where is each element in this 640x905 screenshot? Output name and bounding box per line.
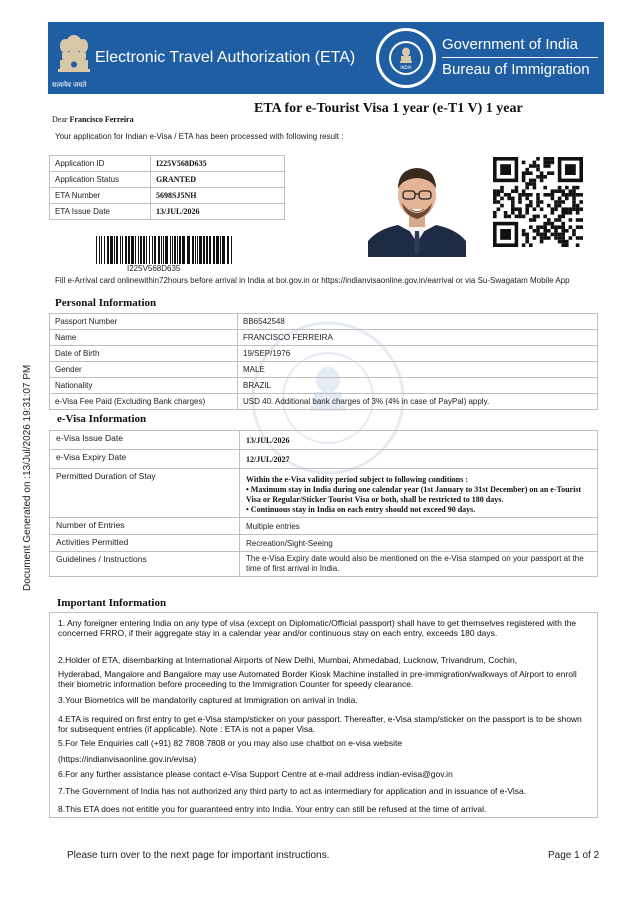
- eta-issue-date-value: 13/JUL/2026: [151, 204, 285, 220]
- guidelines-value: The e-Visa Expiry date would also be mentioned on the e-Visa stamped on your passport at the time of first arrival in India.: [240, 552, 598, 577]
- government-label: Government of India: [442, 36, 578, 53]
- date-of-birth-value: 19/SEP/1976: [238, 346, 598, 362]
- table-row: [50, 394, 598, 410]
- table-row: [50, 378, 598, 394]
- gender-value: MALE: [238, 362, 598, 378]
- application-table: [49, 155, 285, 220]
- evisa-expiry-date-value: 12/JUL/2027: [240, 450, 598, 469]
- guidelines-label: Guidelines / Instructions: [50, 552, 240, 577]
- applicant-name: Francisco Ferreira: [69, 115, 134, 124]
- number-of-entries-label: Number of Entries: [50, 518, 240, 535]
- table-row: [50, 204, 285, 220]
- table-row: [50, 518, 598, 535]
- evisa-issue-date-label: e-Visa Issue Date: [50, 431, 240, 450]
- application-id-label: Application ID: [50, 156, 151, 172]
- salutation: [52, 115, 134, 124]
- barcode-text: I225V568D635: [127, 264, 181, 273]
- important-item-1: 1. Any foreigner entering India on any type of visa (except on Diplomatic/Official passport) shall have to get themselves registered with the concerned FRRO, if their aggregate stay in a calendar year and/or continuous stay on each entry, exceeds 180 days.: [58, 618, 577, 638]
- immigration-seal-icon: [375, 27, 437, 89]
- important-item-3: 3.Your Biometrics will be mandatorily captured at Immigration on arrival in India.: [58, 695, 358, 705]
- header-divider: [442, 57, 598, 58]
- name-value: FRANCISCO FERREIRA: [238, 330, 598, 346]
- qr-code-image: [493, 157, 583, 247]
- stay-condition-max: • Maximum stay in India during one calendar year (1st January to 31st December) on an e-Tourist Visa or Regular/Sticker Tourist Visa or both, shall be restricted to 180 days.: [246, 485, 582, 504]
- nationality-label: Nationality: [50, 378, 238, 394]
- visa-fee-value: USD 40. Additional bank charges of 3% (4% in case of PayPal) apply.: [238, 394, 598, 410]
- table-row: [50, 346, 598, 362]
- application-id-value: I225V568D635: [151, 156, 285, 172]
- emblem-caption: सत्यमेव जयते: [52, 81, 87, 89]
- activities-permitted-label: Activities Permitted: [50, 535, 240, 552]
- table-row: [50, 156, 285, 172]
- header-banner: [48, 22, 604, 94]
- important-item-5-link: (https://indianvisaonline.gov.in/evisa): [58, 754, 197, 764]
- eta-issue-date-label: ETA Issue Date: [50, 204, 151, 220]
- personal-info-heading: Personal Information: [55, 297, 157, 309]
- name-label: Name: [50, 330, 238, 346]
- important-item-2: 2.Holder of ETA, disembarking at International Airports of New Delhi, Mumbai, Ahmedabad, Lucknow, Trivandrum, Cochin,: [58, 655, 518, 665]
- important-item-4: 4.ETA is required on first entry to get e-Visa stamp/sticker on your passport. Thereafter, e-Visa stamp/sticker on the passport is to be shown for subsequent entries (if applicable). Note : ETA is not a paper Visa.: [58, 714, 582, 734]
- gender-label: Gender: [50, 362, 238, 378]
- table-row: [50, 469, 598, 518]
- activities-permitted-value: Recreation/Sight-Seeing: [240, 535, 598, 552]
- important-item-2-cont: Hyderabad, Mangalore and Bangalore may use Automated Border Kiosk Machine installed in pre-immigration/walkways of Airport to enroll their biometric information before proceeding to the Immigration Counter for speedy clearance.: [58, 669, 577, 689]
- important-info-box: [49, 612, 598, 818]
- table-row: [50, 172, 285, 188]
- stay-conditions-intro: Within the e-Visa validity period subject to following conditions :: [246, 475, 469, 484]
- number-of-entries-value: Multiple entries: [240, 518, 598, 535]
- eta-title: Electronic Travel Authorization (ETA): [95, 49, 356, 66]
- permitted-stay-value: [240, 469, 598, 518]
- page-number: Page 1 of 2: [548, 850, 600, 861]
- footer-instruction: Please turn over to the next page for important instructions.: [67, 850, 330, 861]
- arrival-card-note: Fill e-Arrival card onlinewithin72hours before arrival in India at boi.gov.in or https://indianvisaonline.gov.in/earrival or via Su-Swagatam Mobile App: [55, 276, 570, 285]
- document-generated-stamp: Document Generated on :13/Jul/2026 19:31:07 PM: [22, 364, 33, 591]
- nationality-value: BRAZIL: [238, 378, 598, 394]
- barcode-image: [96, 236, 234, 264]
- important-info-heading: Important Information: [57, 597, 167, 609]
- table-row: [50, 330, 598, 346]
- passport-number-value: BB6542548: [238, 314, 598, 330]
- table-row: [50, 535, 598, 552]
- table-row: [50, 450, 598, 469]
- table-row: [50, 552, 598, 577]
- evisa-issue-date-value: 13/JUL/2026: [240, 431, 598, 450]
- seal-center-text: INDIA: [400, 65, 412, 70]
- visa-fee-label: e-Visa Fee Paid (Excluding Bank charges): [50, 394, 238, 410]
- evisa-expiry-date-label: e-Visa Expiry Date: [50, 450, 240, 469]
- important-item-8: 8.This ETA does not entitle you for guaranteed entry into India. Your entry can still be refused at the time of arrival.: [58, 804, 487, 814]
- important-item-7: 7.The Government of India has not authorized any third party to act as intermediary for application and in issuance of e-Visa.: [58, 786, 527, 796]
- table-row: [50, 362, 598, 378]
- application-status-label: Application Status: [50, 172, 151, 188]
- date-of-birth-label: Date of Birth: [50, 346, 238, 362]
- table-row: [50, 431, 598, 450]
- passport-number-label: Passport Number: [50, 314, 238, 330]
- permitted-stay-label: Permitted Duration of Stay: [50, 469, 240, 518]
- dear-label: Dear: [52, 115, 68, 124]
- table-row: [50, 314, 598, 330]
- national-emblem-icon: [54, 28, 94, 86]
- document-title: ETA for e-Tourist Visa 1 year (e-T1 V) 1 year: [254, 101, 523, 116]
- bureau-label: Bureau of Immigration: [442, 61, 590, 78]
- evisa-info-table: [49, 430, 598, 577]
- processed-text: Your application for Indian e-Visa / ETA has been processed with following result :: [55, 132, 344, 141]
- evisa-info-heading: e-Visa Information: [57, 413, 147, 425]
- table-row: [50, 188, 285, 204]
- eta-number-label: ETA Number: [50, 188, 151, 204]
- applicant-photo: [368, 151, 466, 257]
- stay-condition-continuous: • Continuous stay in India on each entry should not exceed 90 days.: [246, 505, 476, 514]
- eta-number-value: 5698SJ5NH: [151, 188, 285, 204]
- personal-info-table: [49, 313, 598, 410]
- application-status-value: GRANTED: [151, 172, 285, 188]
- important-item-5: 5.For Tele Enquiries call (+91) 82 7808 7808 or you may also use chatbot on e-visa website: [58, 738, 403, 748]
- important-item-6: 6.For any further assistance please contact e-Visa Support Centre at e-mail address indian-evisa@gov.in: [58, 769, 453, 779]
